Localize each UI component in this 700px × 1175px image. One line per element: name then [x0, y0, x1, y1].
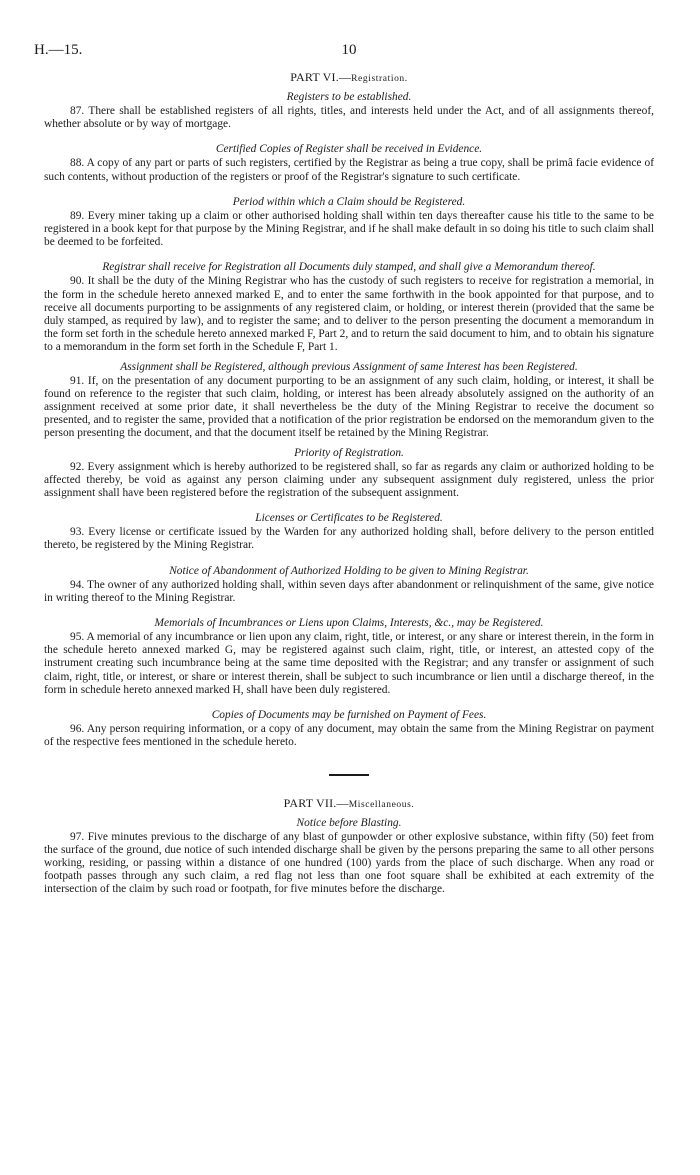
- section-heading: Priority of Registration.: [294, 446, 404, 459]
- section-heading: Notice before Blasting.: [296, 816, 402, 829]
- section-text: 94. The owner of any authorized holding shall, within seven days after abandonment or relinquishment of the same, give notice in writing thereof to the Mining Registrar.: [44, 578, 654, 604]
- section-heading: Assignment shall be Registered, although previous Assignment of same Interest has been Registered.: [120, 360, 578, 373]
- section-text: 90. It shall be the duty of the Mining Registrar who has the custody of such registers to receive for registration a memorial, in the form in the schedule hereto annexed marked E, and to enter the same forthwith in the book appointed for that purpose, and to receive all documents purporting to be assignments of any registered claim, or holding, or interest therein (provided that the same be duly stamped, as required by law), and to register the same; and to deliver to the person presenting the document a memorandum in the form set forth in the schedule hereto annexed marked F, Part 2, and to return the said document to him, and to obtain his signature to a memorandum in the form set forth in the Schedule F, Part 1.: [44, 275, 654, 354]
- part-7-label: PART VII.—: [283, 795, 349, 810]
- section-text: 96. Any person requiring information, or a copy of any document, may obtain the same from the Mining Registrar on payment of the respective fees mentioned in the schedule hereto.: [44, 723, 654, 749]
- section-heading: Certified Copies of Register shall be received in Evidence.: [215, 143, 483, 156]
- section-93: [44, 511, 654, 552]
- section-text: 95. A memorial of any incumbrance or lien upon any claim, right, title, or interest, or any share or interest therein, in the form in the schedule hereto annexed marked G, may be registered against such claim, right, title, or interest, an attested copy of the instrument creating such incumbrance being at the same time deposited with the Registrar; and any transfer or assignment of such claim, right, title, or interest, or share or interest therein, shall be subject to such incumbrance or lien until a discharge thereof, in the form in schedule hereto annexed marked H, shall have been duly registered.: [44, 631, 654, 696]
- section-89: [44, 195, 654, 250]
- section-87: [44, 90, 654, 131]
- section-heading: Copies of Documents may be furnished on Payment of Fees.: [211, 709, 487, 722]
- section-text: 93. Every license or certificate issued by the Warden for any authorized holding shall, before delivery to the person entitled thereto, be registered by the Mining Registrar.: [44, 526, 654, 552]
- part-6-label: PART VI.—: [290, 70, 352, 84]
- section-90: [44, 260, 654, 354]
- page-number: 10: [341, 42, 357, 58]
- section-text: 92. Every assignment which is hereby authorized to be registered shall, so far as regards any claim or authorized holding to be affected thereby, be void as against any person claiming under any subsequent assignment duly registered, unless the prior assignment shall have been registered before the registration of the subsequent assignment.: [44, 460, 654, 500]
- section-95: [44, 616, 654, 697]
- section-96: [44, 708, 654, 749]
- section-heading: Notice of Abandonment of Authorized Holding to be given to Mining Registrar.: [169, 564, 529, 577]
- part-divider-rule: [329, 774, 369, 776]
- section-heading: Registrar shall receive for Registration all Documents duly stamped, and shall give a Memorandum thereof.: [102, 261, 596, 274]
- running-header: [34, 42, 654, 64]
- section-heading: Period within which a Claim should be Registered.: [232, 195, 466, 208]
- section-text: 87. There shall be established registers of all rights, titles, and interests held under the Act, and of all assignments thereof, whether absolute or by way of mortgage.: [44, 105, 654, 131]
- section-91: [44, 360, 654, 441]
- part-6-title: [44, 70, 654, 85]
- section-text: 89. Every miner taking up a claim or other authorised holding shall within ten days thereafter cause his title to the same to be registered in a book kept for that purpose by the Mining Registrar, and if he shall make default in so doing his title to such claim shall be deemed to be forfeited.: [44, 209, 654, 249]
- section-heading: Memorials of Incumbrances or Liens upon Claims, Interests, &c., may be Registered.: [154, 617, 544, 630]
- section-text: 97. Five minutes previous to the discharge of any blast of gunpowder or other explosive substance, within fifty (50) feet from the surface of the ground, due notice of such intended discharge shall be given by the persons preparing the same to all other persons working, residing, or passing within a distance of one hundred (100) yards from the place of such discharge. When any road or footpath passes through any such claim, a red flag not less than one foot square shall be exhibited at each extremity of the intersection of the claim by such road or footpath, for five minutes before the discharge.: [44, 830, 654, 896]
- section-97: [44, 816, 654, 897]
- part-6-subject: Registration.: [351, 74, 408, 84]
- section-text: 91. If, on the presentation of any document purporting to be an assignment of any such claim, holding, or interest, it shall be found on reference to the register that such claim, holding, or interest has been already absolutely assigned on the authority of an assignment received at some prior date, it shall nevertheless be the duty of the Mining Registrar to receive the document so presented, and to register the same, provided that a notification of the prior registration be endorsed on the memorandum given to the person presenting the document, and that the document itself be retained by the Mining Registrar.: [44, 374, 654, 440]
- part-7-subject: Miscellaneous.: [348, 799, 415, 810]
- document-id: H.—15.: [34, 42, 83, 58]
- part-7-title: [44, 796, 654, 811]
- section-94: [44, 564, 654, 605]
- section-heading: Licenses or Certificates to be Registered.: [255, 512, 443, 525]
- section-text: 88. A copy of any part or parts of such registers, certified by the Registrar as being a true copy, shall be primâ facie evidence of such contents, without production of the registers or proof of the Registrar's signature to such certificate.: [44, 157, 654, 183]
- section-88: [44, 142, 654, 183]
- section-92: [44, 446, 654, 501]
- section-heading: Registers to be established.: [286, 91, 412, 103]
